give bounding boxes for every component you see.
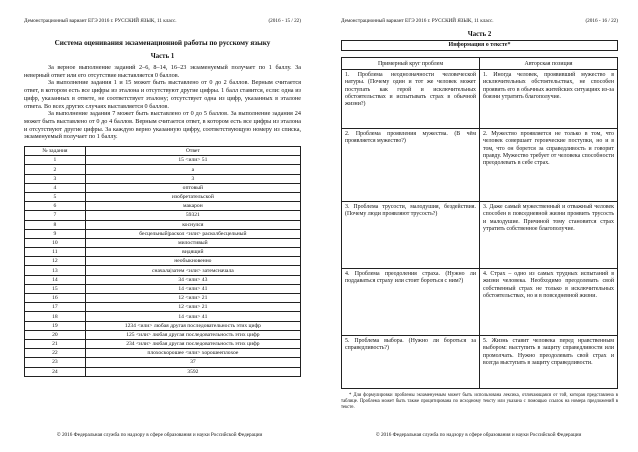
answer-cell: милостивый [85, 238, 300, 247]
task-number-cell: 13 [25, 266, 86, 275]
answer-cell: 125 <или> любая другая последовательность этих цифр [85, 330, 300, 339]
task-number-cell: 24 [25, 367, 86, 376]
paragraph: За выполнение задания 1 и 15 может быть выставлено от 0 до 2 баллов. Верным считается ответ, в котором есть все цифры из эталона и отсутствуют другие цифры. 1 балл ставится, если: одна из цифр, указанных в ответе, не соответствует эталону; отсутствует одна из цифр, указанных в эталоне ответа. Во всех других случаях выставляется 0 баллов. [24, 79, 301, 110]
answer-cell: оптовый [85, 183, 300, 192]
table-row [25, 321, 301, 330]
table-row [342, 129, 618, 202]
problem-cell: 3. Проблема трусости, малодушия, бездействия. (Почему люди проявляют трусость?) [342, 202, 480, 269]
column-header-position: Авторская позиция [480, 58, 618, 70]
answer-cell: 234 <или> любая другая последовательность этих цифр [85, 339, 300, 348]
answer-cell: 3592 [85, 367, 300, 376]
answer-cell: 1234 <или> любая другая последовательность этих цифр [85, 321, 300, 330]
page-title: Система оценивания экзаменационной работы по русскому языку [54, 39, 271, 47]
problem-cell: 4. Проблема преодоления страха. (Нужно ли поддаваться страху или стоит бороться с ним?) [342, 269, 480, 336]
answer-cell: 14 <или> 41 [85, 312, 300, 321]
part-title: Часть 2 [467, 31, 492, 38]
table-row [25, 349, 301, 358]
page-header [341, 18, 618, 25]
table-row [25, 312, 301, 321]
table-row [25, 211, 301, 220]
problem-cell: 2. Проблема проявления мужества. (В чём проявляется мужество?) [342, 129, 480, 202]
paragraph: За верное выполнение заданий 2–6, 8–14, 16–23 экзаменуемый получает по 1 баллу. За неверный ответ или его отсутствие выставляется 0 баллов. [24, 64, 301, 79]
table-row [25, 303, 301, 312]
answer-cell: видящий [85, 248, 300, 257]
table-row [25, 367, 301, 376]
answer-cell: необыкновенно [85, 257, 300, 266]
table-row [25, 183, 301, 192]
task-number-cell: 18 [25, 312, 86, 321]
table-row [25, 284, 301, 293]
task-number-cell: 4 [25, 183, 86, 192]
problem-cell: 1. Проблема неоднозначности человеческой натуры. (Почему один и тот же человек может поступать как герой и исключительных обстоятельствах и испытывать страх в обычной жизни?) [342, 70, 480, 129]
task-number-cell: 2 [25, 165, 86, 174]
table-row [25, 165, 301, 174]
header-page-number: (2016 - 16 / 22) [585, 18, 618, 24]
table-header-row [25, 147, 301, 156]
answer-cell: 15 <или> 51 [85, 156, 300, 165]
table-row [25, 275, 301, 284]
task-number-cell: 21 [25, 339, 86, 348]
answer-cell: 3 [85, 174, 300, 183]
footnote: * Для формулировки проблемы экзаменуемым может быть использована лексика, отличающаяся от той, которая представлена в таблице. Проблема может быть также процитирована по исходному тексту или указана с помощью ссылок на номера предложений в тексте. [341, 393, 618, 410]
task-number-cell: 9 [25, 229, 86, 238]
answers-table-body [25, 156, 301, 377]
right-page [319, 0, 638, 452]
table-row [25, 330, 301, 339]
column-header-task: № задания [25, 147, 86, 156]
part-title: Часть 1 [150, 53, 175, 60]
task-number-cell: 3 [25, 174, 86, 183]
answer-cell: коснулся [85, 220, 300, 229]
position-cell: 3. Даже самый мужественный и отважный человек способен в повседневной жизни проявить трусость и малодушие. Причиной тому становится страх утратить собственное благополучие. [480, 202, 618, 269]
problem-cell: 5. Проблема выбора. (Нужно ли бороться за справедливость?) [342, 336, 480, 389]
table-row [342, 269, 618, 336]
answer-cell: 59321 [85, 211, 300, 220]
answer-cell: сначала|затем <или> затемсначала [85, 266, 300, 275]
task-number-cell: 20 [25, 330, 86, 339]
info-title: Информация о тексте* [341, 40, 618, 51]
header-title: Демонстрационный вариант ЕГЭ 2016 г. РУССКИЙ ЯЗЫК, 11 класс. [24, 18, 177, 24]
table-row [25, 192, 301, 201]
answer-cell: 37 [85, 358, 300, 367]
task-number-cell: 15 [25, 284, 86, 293]
table-row [25, 266, 301, 275]
task-number-cell: 22 [25, 349, 86, 358]
answers-table [24, 146, 301, 377]
table-row [25, 229, 301, 238]
position-cell: 1. Иногда человек, проявивший мужество в исключительных обстоятельствах, не способен проявить его в обычных житейских ситуациях из-за боязни утратить благополучие. [480, 70, 618, 129]
task-number-cell: 1 [25, 156, 86, 165]
task-number-cell: 8 [25, 220, 86, 229]
answer-cell: 12 <или> 21 [85, 294, 300, 303]
header-title: Демонстрационный вариант ЕГЭ 2016 г. РУССКИЙ ЯЗЫК, 11 класс. [341, 18, 494, 24]
column-header-problems: Примерный круг проблем [342, 58, 480, 70]
table-row [25, 202, 301, 211]
answer-cell: 12 <или> 21 [85, 303, 300, 312]
task-number-cell: 17 [25, 303, 86, 312]
page-footer: © 2016 Федеральная служба по надзору в сфере образования и науки Российской Федерации [56, 432, 263, 438]
task-number-cell: 19 [25, 321, 86, 330]
task-number-cell: 7 [25, 211, 86, 220]
table-row [25, 156, 301, 165]
table-row [25, 238, 301, 247]
table-row [25, 358, 301, 367]
task-number-cell: 6 [25, 202, 86, 211]
table-row [25, 257, 301, 266]
position-cell: 5. Жизнь ставит человека перед нравственным выбором: выступить в защиту справедливости или промолчать. Нужно преодолевать свой страх и всегда выступать в защиту справедливости. [480, 336, 618, 389]
task-number-cell: 23 [25, 358, 86, 367]
answer-cell: плохоскорошее <или> хорошееплохое [85, 349, 300, 358]
table-row [25, 174, 301, 183]
task-number-cell: 14 [25, 275, 86, 284]
table-row [342, 70, 618, 129]
task-number-cell: 5 [25, 192, 86, 201]
problems-table [341, 57, 618, 389]
page-header [24, 18, 301, 25]
column-header-answer: Ответ [85, 147, 300, 156]
table-row [25, 220, 301, 229]
table-row [342, 202, 618, 269]
answer-cell: изобретательской [85, 192, 300, 201]
task-number-cell: 10 [25, 238, 86, 247]
answer-cell: макарон [85, 202, 300, 211]
table-row [342, 336, 618, 389]
task-number-cell: 11 [25, 248, 86, 257]
table-row [25, 339, 301, 348]
answer-cell: бесцельный|раскол <или> расколбесцельный [85, 229, 300, 238]
position-cell: 4. Страх – одно из самых трудных испытаний в жизни человека. Необходимо преодолевать свой собственный страх не только в исключительных обстоятельствах, но и в повседневной жизни. [480, 269, 618, 336]
task-number-cell: 16 [25, 294, 86, 303]
answer-cell: а [85, 165, 300, 174]
position-cell: 2. Мужество проявляется не только в том, что человек совершает героические поступки, но и в том, что он борется за справедливость и говорит правду. Мужество требует от человека способности преодолевать в себе страх. [480, 129, 618, 202]
answer-cell: 14 <или> 41 [85, 284, 300, 293]
answer-cell: 34 <или> 43 [85, 275, 300, 284]
task-number-cell: 12 [25, 257, 86, 266]
page-footer: © 2016 Федеральная служба по надзору в сфере образования и науки Российской Федерации [375, 432, 582, 438]
table-row [25, 248, 301, 257]
table-row [25, 294, 301, 303]
table-header-row [342, 58, 618, 70]
header-page-number: (2016 - 15 / 22) [268, 18, 301, 24]
paragraph: За выполнение задания 7 может быть выставлено от 0 до 5 баллов. За выполнение задания 24 может быть выставлено от 0 до 4 баллов. Верным считается ответ, в котором есть все цифры из эталона и отсутствуют другие цифры. За каждую верно указанную цифру, соответствующую номеру из списка, экзаменуемый получает по 1 баллу. [24, 110, 301, 141]
